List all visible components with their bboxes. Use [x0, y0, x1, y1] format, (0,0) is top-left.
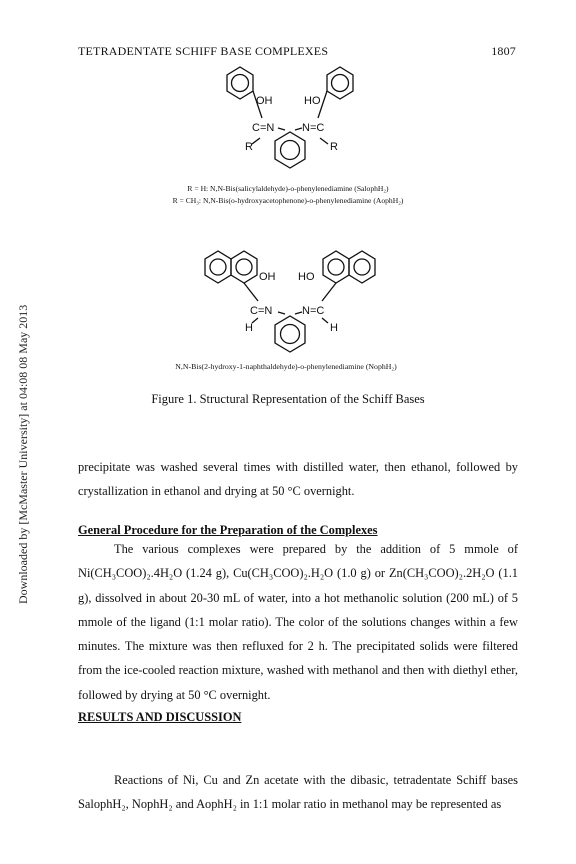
- section-heading-procedure: General Procedure for the Preparation of the Complexes: [78, 523, 378, 537]
- paragraph-procedure: [78, 537, 518, 707]
- r-left: R: [245, 141, 253, 153]
- section-heading-results: RESULTS AND DISCUSSION: [78, 710, 242, 724]
- figure-caption: Figure 1. Structural Representation of the Schiff Bases: [151, 392, 425, 406]
- structure1-caption-line1: R = H: N,N-Bis(salicylaldehyde)-o-phenylenediamine (SalophH₂): [187, 184, 389, 193]
- paragraph-results: [78, 768, 518, 817]
- page-number: 1807: [491, 44, 516, 58]
- ho-label-1: HO: [304, 95, 321, 107]
- h-left: H: [245, 322, 253, 334]
- running-title: TETRADENTATE SCHIFF BASE COMPLEXES: [78, 44, 329, 58]
- imine-left-1: C=N: [252, 122, 275, 134]
- oh-label-1: OH: [256, 95, 273, 107]
- paragraph-text: The various complexes were prepared by the addition of 5 mmole of Ni(CH₃COO)₂.4H₂O (1.24 g), Cu(CH₃COO)₂.H₂O (1.0 g) or Zn(CH₃COO)₂.2H₂O (1.1 g), dissolved in about 20-30 mL of water, into a hot methanolic solution (200 mL) of 5 mmole of the ligand (1:1 molar ratio). The color of the solutions changes within a few minutes. The mixture was then refluxed for 2 h. The precipitated solids were filtered from the ice-cooled reaction mixture, washed with methanol and then with diethyl ether, followed by drying at 50 °C overnight.: [78, 542, 518, 702]
- h-right: H: [330, 322, 338, 334]
- oh-label-2: OH: [259, 271, 276, 283]
- r-right: R: [330, 141, 338, 153]
- naphthaldehyde-structure: [205, 251, 375, 352]
- structure1-caption-line2: R = CH₃: N,N-Bis(o-hydroxyacetophenone)-o-phenylenediamine (AophH₂): [172, 196, 404, 205]
- structure2-caption: N,N-Bis(2-hydroxy-1-naphthaldehyde)-o-phenylenediamine (NophH₂): [175, 362, 397, 371]
- ho-label-2: HO: [298, 271, 315, 283]
- download-watermark: Downloaded by [McMaster University] at 04:08 08 May 2013: [16, 304, 30, 604]
- paragraph-text: Reactions of Ni, Cu and Zn acetate with the dibasic, tetradentate Schiff bases SalophH₂, NophH₂ and AophH₂ in 1:1 molar ratio in methanol may be represented as: [78, 773, 518, 812]
- imine-left-2: C=N: [250, 305, 273, 317]
- imine-right-1: N=C: [302, 122, 325, 134]
- paragraph-precipitate: [78, 455, 518, 504]
- paragraph-text: precipitate was washed several times with distilled water, then ethanol, followed by crystallization in ethanol and drying at 50 °C overnight.: [78, 460, 518, 499]
- imine-right-2: N=C: [302, 305, 325, 317]
